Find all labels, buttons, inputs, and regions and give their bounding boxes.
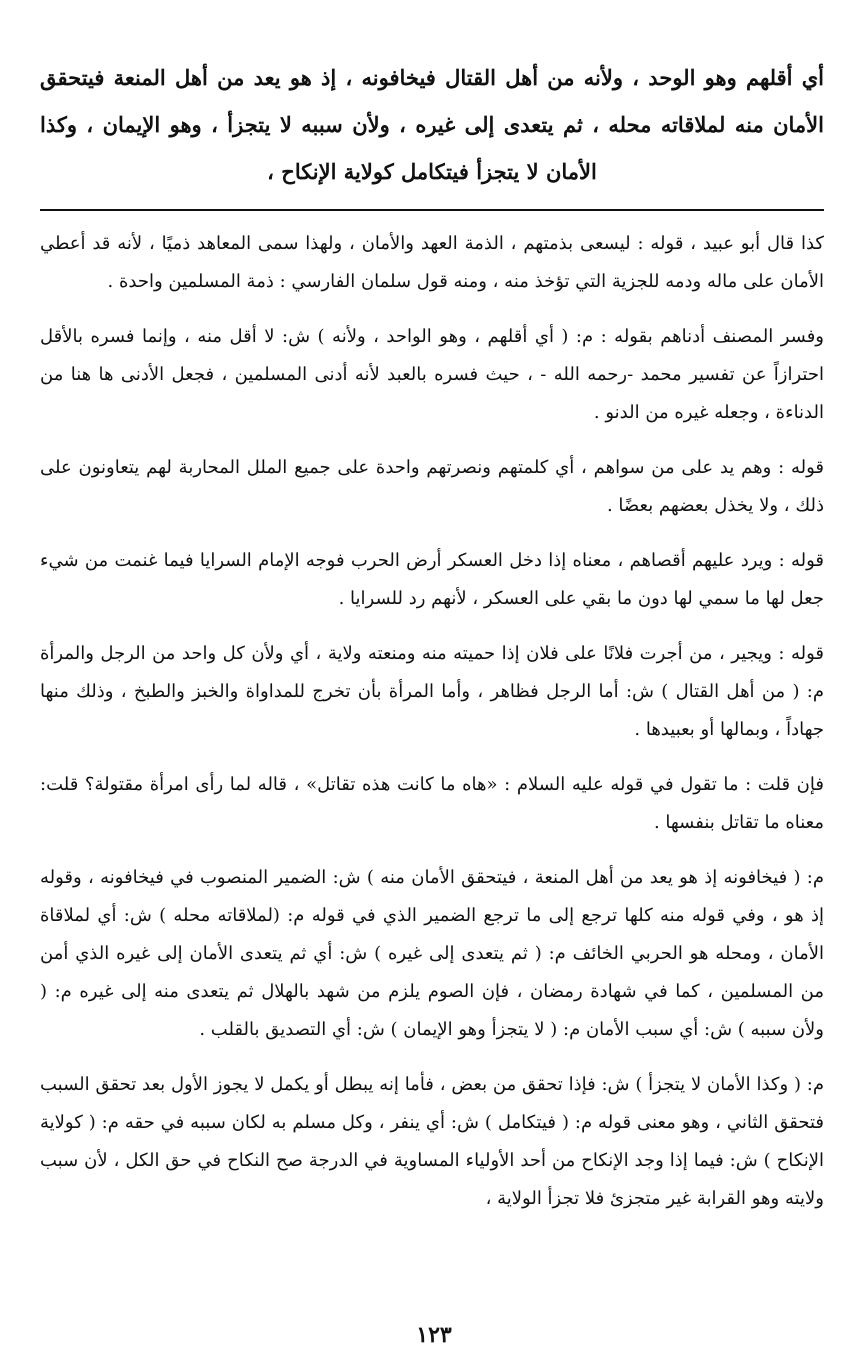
- commentary-paragraph: قوله : ويرد عليهم أقصاهم ، معناه إذا دخل العسكر أرض الحرب فوجه الإمام السرايا فيما غنمت من شيء جعل لها ما سمي لها دون ما بقي على العسكر ، لأنهم رد للسرايا .: [40, 550, 824, 609]
- commentary-paragraph: كذا قال أبو عبيد ، قوله : ليسعى بذمتهم ، الذمة العهد والأمان ، ولهذا سمى المعاهد ذميًا ، لأنه قد أعطي الأمان على ماله ودمه للجزية التي تؤخذ منه ، ومنه قول سلمان الفارسي : ذمة المسلمين واحدة .: [40, 233, 824, 292]
- commentary-paragraph: م: ( وكذا الأمان لا يتجزأ ) ش: فإذا تحقق من بعض ، فأما إنه يبطل أو يكمل لا يجوز الأول بعد تحقق السبب فتحقق الثاني ، وهو معنى قوله م: ( فيتكامل ) ش: أي ينفر ، وكل مسلم به لكان سببه في حقه م: ( كولاية الإنكاح ) ش: فيما إذا وجد الإنكاح من أحد الأولياء المساوية في الدرجة صح النكاح في حق الكل ، لأن سبب ولايته وهو القرابة غير متجزئ فلا تجزأ الولاية ،: [40, 1074, 824, 1209]
- commentary-paragraph: قوله : وهم يد على من سواهم ، أي كلمتهم ونصرتهم واحدة على جميع الملل المحاربة لهم يتعاونون على ذلك ، ولا يخذل بعضهم بعضًا .: [40, 457, 824, 516]
- commentary-paragraph: قوله : ويجير ، من أجرت فلانًا على فلان إذا حميته منه ومنعته ولاية ، أي ولأن كل واحد من الرجل والمرأة م: ( من أهل القتال ) ش: أما الرجل فظاهر ، وأما المرأة بأن تخرج للمداواة والخبز والطبخ ، وذلك منها جهاداً ، وبمالها أو بعبيدها .: [40, 643, 824, 740]
- main-text: أي أقلهم وهو الوحد ، ولأنه من أهل القتال فيخافونه ، إذ هو يعد من أهل المنعة فيتحقق الأمان منه لملاقاته محله ، ثم يتعدى إلى غيره ، ولأن سببه لا يتجزأ ، وهو الإيمان ، وكذا الأمان لا يتجزأ فيتكامل كولاية الإنكاح ،: [40, 65, 824, 184]
- commentary-paragraph: وفسر المصنف أدناهم بقوله : م: ( أي أقلهم ، وهو الواحد ، ولأنه ) ش: لا أقل منه ، وإنما فسره بالأقل احترازاً عن تفسير محمد -رحمه الله - ، حيث فسره بالعبد لأنه أدنى المسلمين ، فجعل الأدنى ها هنا من الدناءة ، وجعله غيره من الدنو .: [40, 326, 824, 423]
- commentary-paragraph: فإن قلت : ما تقول في قوله عليه السلام : «هاه ما كانت هذه تقاتل» ، قاله لما رأى امرأة مقتولة؟ قلت: معناه ما تقاتل بنفسها .: [40, 774, 824, 833]
- commentary-section: [40, 225, 824, 1218]
- commentary-paragraph: م: ( فيخافونه إذ هو يعد من أهل المنعة ، فيتحقق الأمان منه ) ش: الضمير المنصوب في فيخافونه ، وقوله إذ هو ، وفي قوله منه كلها ترجع إلى ما ترجع الضمير الذي في قوله م: (لملاقاته محله ) ش: أي لملاقاة الأمان ، ومحله هو الحربي الخائف م: ( ثم يتعدى إلى غيره ) ش: أي ثم يتعدى الأمان إلى غيره الذي أمن من المسلمين ، كما في شهادة رمضان ، فإن الصوم يلزم من شهد بالهلال ثم يتعدى منه إلى غيره م: ( ولأن سببه ) ش: أي سبب الأمان م: ( لا يتجزأ وهو الإيمان ) ش: أي التصديق بالقلب .: [40, 867, 824, 1040]
- separator-rule: [40, 209, 824, 211]
- page-number: ١٢٣: [416, 1322, 452, 1348]
